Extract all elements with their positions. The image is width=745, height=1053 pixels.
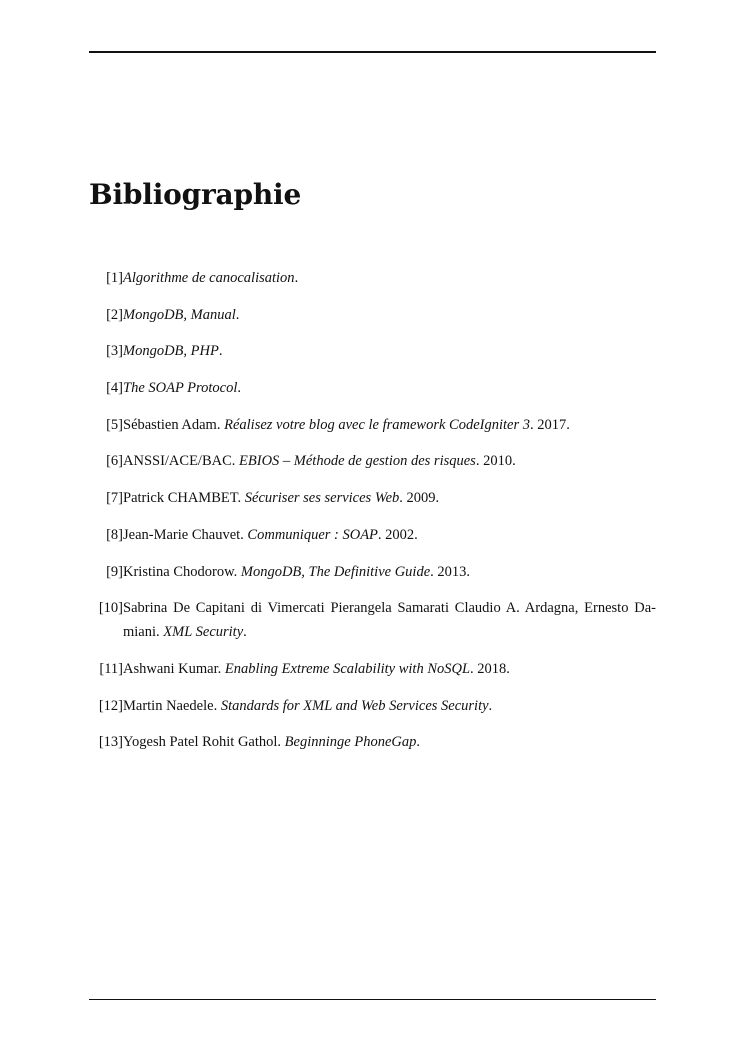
bibliography-list [89,266,656,767]
reference-title: XML Security [163,624,244,641]
reference-body [123,266,656,290]
reference-label: [8] [106,526,123,543]
reference-label-wrap [89,523,123,547]
reference-label-wrap [89,449,123,473]
reference-item [89,413,656,437]
reference-punctuation: . [475,453,484,470]
reference-author: Sabrina De Capitani di Vimercati Pierangela Samarati Claudio A. Ardagna, Ernesto Da-miani. [123,600,656,641]
header-rule [89,51,656,53]
reference-label: [5] [106,416,123,433]
reference-year: 2013. [437,563,471,580]
reference-label: [1] [106,270,123,286]
reference-label: [7] [106,490,123,507]
reference-label-wrap [89,303,123,327]
reference-author: ANSSI/ACE/BAC. [123,453,236,470]
reference-body [123,303,656,327]
reference-label: [11] [99,660,123,677]
reference-item [89,730,656,754]
reference-label-wrap [89,486,123,510]
reference-label-wrap [89,376,123,400]
reference-body [123,413,656,437]
reference-punctuation: . [237,380,242,397]
reference-body [123,657,656,681]
reference-title: Algorithme de canocalisation [123,270,295,286]
reference-punctuation: . [235,306,240,323]
reference-body [123,376,656,400]
reference-title: Sécuriser ses services Web [244,490,400,507]
page-title: Bibliographie [89,178,302,211]
reference-item [89,560,656,584]
reference-label-wrap [89,657,123,681]
reference-label-wrap [89,596,123,644]
reference-author: Yogesh Patel Rohit Gathol. [123,734,282,751]
reference-item [89,303,656,327]
reference-punctuation: . [530,416,538,433]
reference-title: The SOAP Protocol [123,380,238,397]
reference-body [123,449,656,473]
reference-year: 2002. [385,526,418,543]
reference-title: Beginninge PhoneGap [284,734,417,751]
reference-body [123,596,656,644]
reference-punctuation: . [377,526,386,543]
reference-label-wrap [89,413,123,437]
reference-item [89,449,656,473]
reference-author: Patrick CHAMBET. [123,490,242,507]
reference-label: [3] [106,343,123,360]
reference-label-wrap [89,730,123,754]
reference-item [89,266,656,290]
reference-author: Jean-Marie Chauvet. [123,526,244,543]
reference-year: 2017. [537,416,570,433]
reference-punctuation: . [243,624,247,641]
reference-punctuation: . [218,343,223,360]
reference-punctuation: . [399,490,407,507]
reference-item [89,694,656,718]
reference-item [89,339,656,363]
reference-title: MongoDB, Manual [123,306,236,323]
reference-item [89,596,656,644]
reference-title: Réalisez votre blog avec le framework CodeIgniter 3 [224,416,530,433]
reference-author: Sébastien Adam. [123,416,221,433]
reference-title: Communiquer : SOAP [247,526,378,543]
reference-body [123,694,656,718]
reference-title: Standards for XML and Web Services Security [220,697,489,714]
reference-title: EBIOS – Méthode de gestion des risques [239,453,476,470]
reference-item [89,523,656,547]
reference-label: [4] [106,380,123,397]
reference-item [89,657,656,681]
reference-year: 2018. [477,660,510,677]
reference-punctuation: . [488,697,493,714]
reference-label: [2] [106,306,123,323]
reference-punctuation: . [470,660,478,677]
reference-body [123,486,656,510]
reference-body [123,339,656,363]
reference-body [123,523,656,547]
reference-body [123,730,656,754]
reference-label: [6] [106,453,123,470]
reference-title: MongoDB, PHP [123,343,219,360]
reference-label: [13] [98,734,123,751]
reference-label-wrap [89,339,123,363]
reference-author: Kristina Chodorow. [123,563,238,580]
reference-label: [9] [106,563,123,580]
reference-year: 2010. [483,453,516,470]
reference-author: Martin Naedele. [123,697,218,714]
reference-label: [10] [98,600,123,617]
reference-title: MongoDB, The Definitive Guide [240,563,431,580]
reference-body [123,560,656,584]
reference-year: 2009. [406,490,440,507]
reference-label-wrap [89,266,123,290]
reference-author: Ashwani Kumar. [123,660,222,677]
reference-label-wrap [89,694,123,718]
reference-punctuation: . [430,563,438,580]
reference-item [89,486,656,510]
footer-rule [89,999,656,1000]
reference-label: [12] [98,697,123,714]
reference-item [89,376,656,400]
reference-title: Enabling Extreme Scalability with NoSQL [224,660,471,677]
reference-label-wrap [89,560,123,584]
reference-punctuation: . [416,734,420,751]
reference-punctuation: . [294,270,299,286]
